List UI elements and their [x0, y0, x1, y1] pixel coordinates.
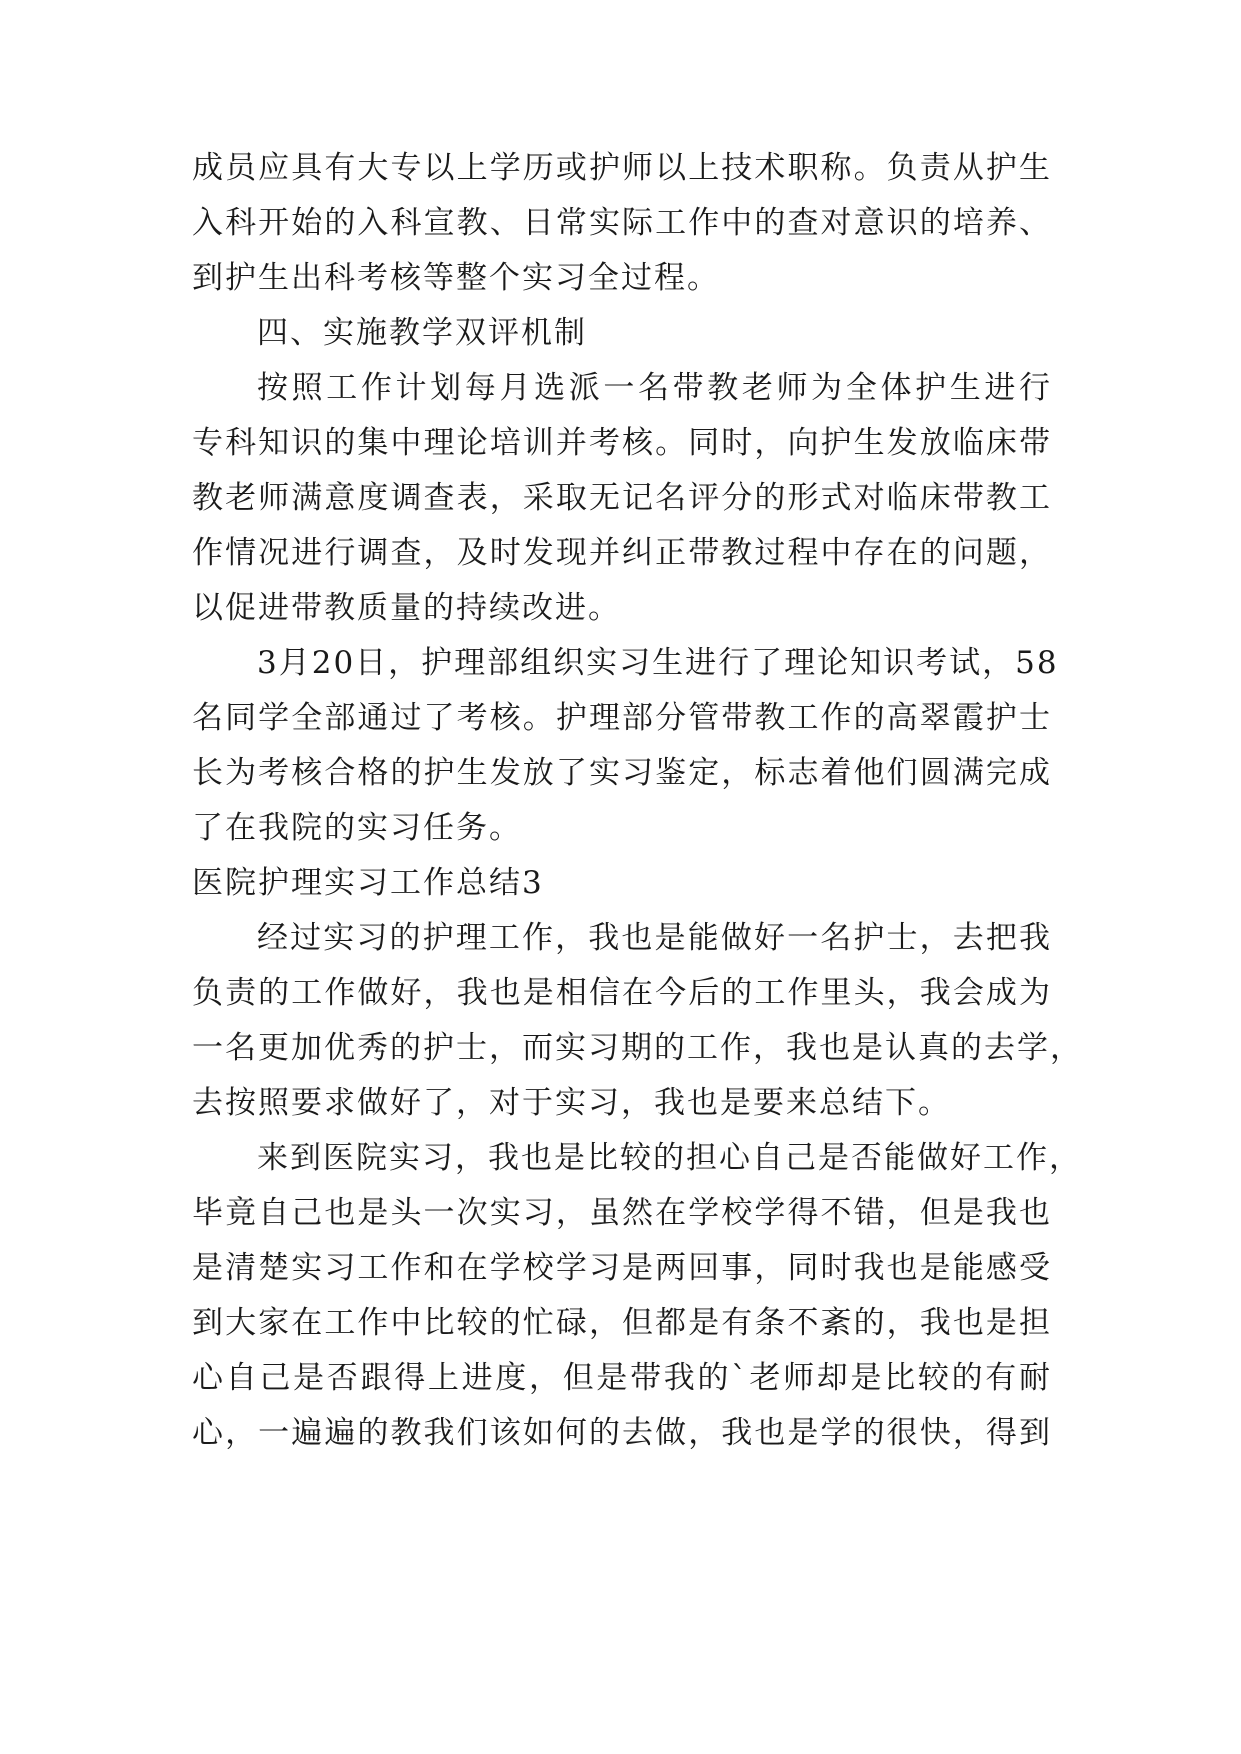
text-line: 长为考核合格的护生发放了实习鉴定，标志着他们圆满完成: [192, 755, 1052, 791]
text-line: 毕竟自己也是头一次实习，虽然在学校学得不错，但是我也: [192, 1195, 1052, 1231]
text-line: 3月20日，护理部组织实习生进行了理论知识考试，58: [257, 645, 1059, 681]
text-line: 是清楚实习工作和在学校学习是两回事，同时我也是能感受: [192, 1250, 1052, 1286]
text-line: 来到医院实习，我也是比较的担心自己是否能做好工作，: [257, 1140, 1082, 1176]
text-line: 成员应具有大专以上学历或护师以上技术职称。负责从护生: [192, 150, 1052, 186]
text-line: 作情况进行调查，及时发现并纠正带教过程中存在的问题，: [192, 535, 1052, 571]
text-line: 经过实习的护理工作，我也是能做好一名护士，去把我: [257, 920, 1052, 956]
text-line: 负责的工作做好，我也是相信在今后的工作里头，我会成为: [192, 975, 1052, 1011]
text-line: 了在我院的实习任务。: [192, 810, 522, 846]
text-line: 去按照要求做好了，对于实习，我也是要来总结下。: [192, 1085, 951, 1121]
text-line: 教老师满意度调查表，采取无记名评分的形式对临床带教工: [192, 480, 1052, 516]
text-line: 专科知识的集中理论培训并考核。同时，向护生发放临床带: [192, 425, 1052, 461]
text-line: 心自己是否跟得上进度，但是带我的`老师却是比较的有耐: [192, 1360, 1052, 1396]
text-line: 按照工作计划每月选派一名带教老师为全体护生进行: [257, 370, 1052, 406]
section-title: 医院护理实习工作总结3: [192, 865, 544, 901]
text-line: 入科开始的入科宣教、日常实际工作中的查对意识的培养、: [192, 205, 1052, 241]
text-line: 一名更加优秀的护士，而实习期的工作，我也是认真的去学，: [192, 1030, 1083, 1066]
text-line: 名同学全部通过了考核。护理部分管带教工作的高翠霞护士: [192, 700, 1052, 736]
text-line: 心，一遍遍的教我们该如何的去做，我也是学的很快，得到: [192, 1415, 1052, 1451]
text-line: 以促进带教质量的持续改进。: [192, 590, 621, 626]
text-line: 到护生出科考核等整个实习全过程。: [192, 260, 720, 296]
section-heading: 四、实施教学双评机制: [257, 315, 587, 351]
text-line: 到大家在工作中比较的忙碌，但都是有条不紊的，我也是担: [192, 1305, 1052, 1341]
